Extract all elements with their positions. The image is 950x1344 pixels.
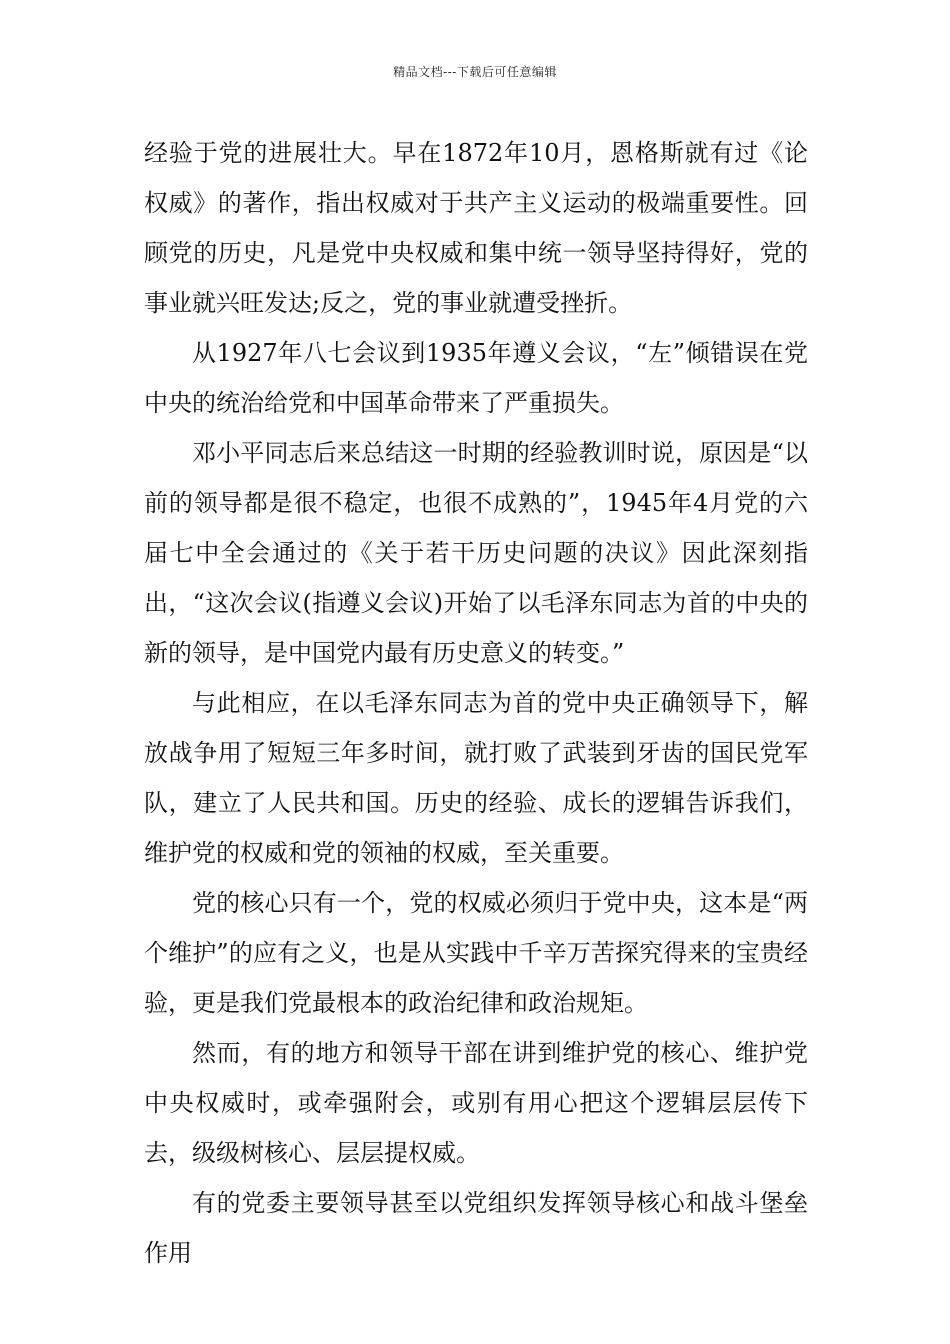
paragraph-4: 与此相应，在以毛泽东同志为首的党中央正确领导下，解放战争用了短短三年多时间，就打败了武装到牙齿的国民党军队，建立了人民共和国。历史的经验、成长的逻辑告诉我们，维护党的权威和党的领袖的权威，至关重要。: [144, 689, 808, 867]
paragraph-6: 然而，有的地方和领导干部在讲到维护党的核心、维护党中央权威时，或牵强附会，或别有用心把这个逻辑层层传下去，级级树核心、层层提权威。: [144, 1039, 808, 1167]
document-body: [144, 128, 808, 1278]
paragraph-1: 经验于党的进展壮大。早在1872年10月，恩格斯就有过《论权威》的著作，指出权威对于共产主义运动的极端重要性。回顾党的历史，凡是党中央权威和集中统一领导坚持得好，党的事业就兴旺发达;反之，党的事业就遭受挫折。: [144, 139, 808, 317]
paragraph-5: 党的核心只有一个，党的权威必须归于党中央，这本是“两个维护”的应有之义，也是从实践中千辛万苦探究得来的宝贵经验，更是我们党最根本的政治纪律和政治规矩。: [144, 889, 808, 1017]
paragraph-7: 有的党委主要领导甚至以党组织发挥领导核心和战斗堡垒作用: [144, 1189, 808, 1267]
paragraph-3: 邓小平同志后来总结这一时期的经验教训时说，原因是“以前的领导都是很不稳定，也很不成熟的”，1945年4月党的六届七中全会通过的《关于若干历史问题的决议》因此深刻指出，“这次会议(指遵义会议)开始了以毛泽东同志为首的中央的新的领导，是中国党内最有历史意义的转变。”: [144, 439, 808, 667]
paragraph-2: 从1927年八七会议到1935年遵义会议，“左”倾错误在党中央的统治给党和中国革命带来了严重损失。: [144, 339, 808, 417]
page-header: 精品文档---下载后可任意编辑: [393, 65, 557, 79]
